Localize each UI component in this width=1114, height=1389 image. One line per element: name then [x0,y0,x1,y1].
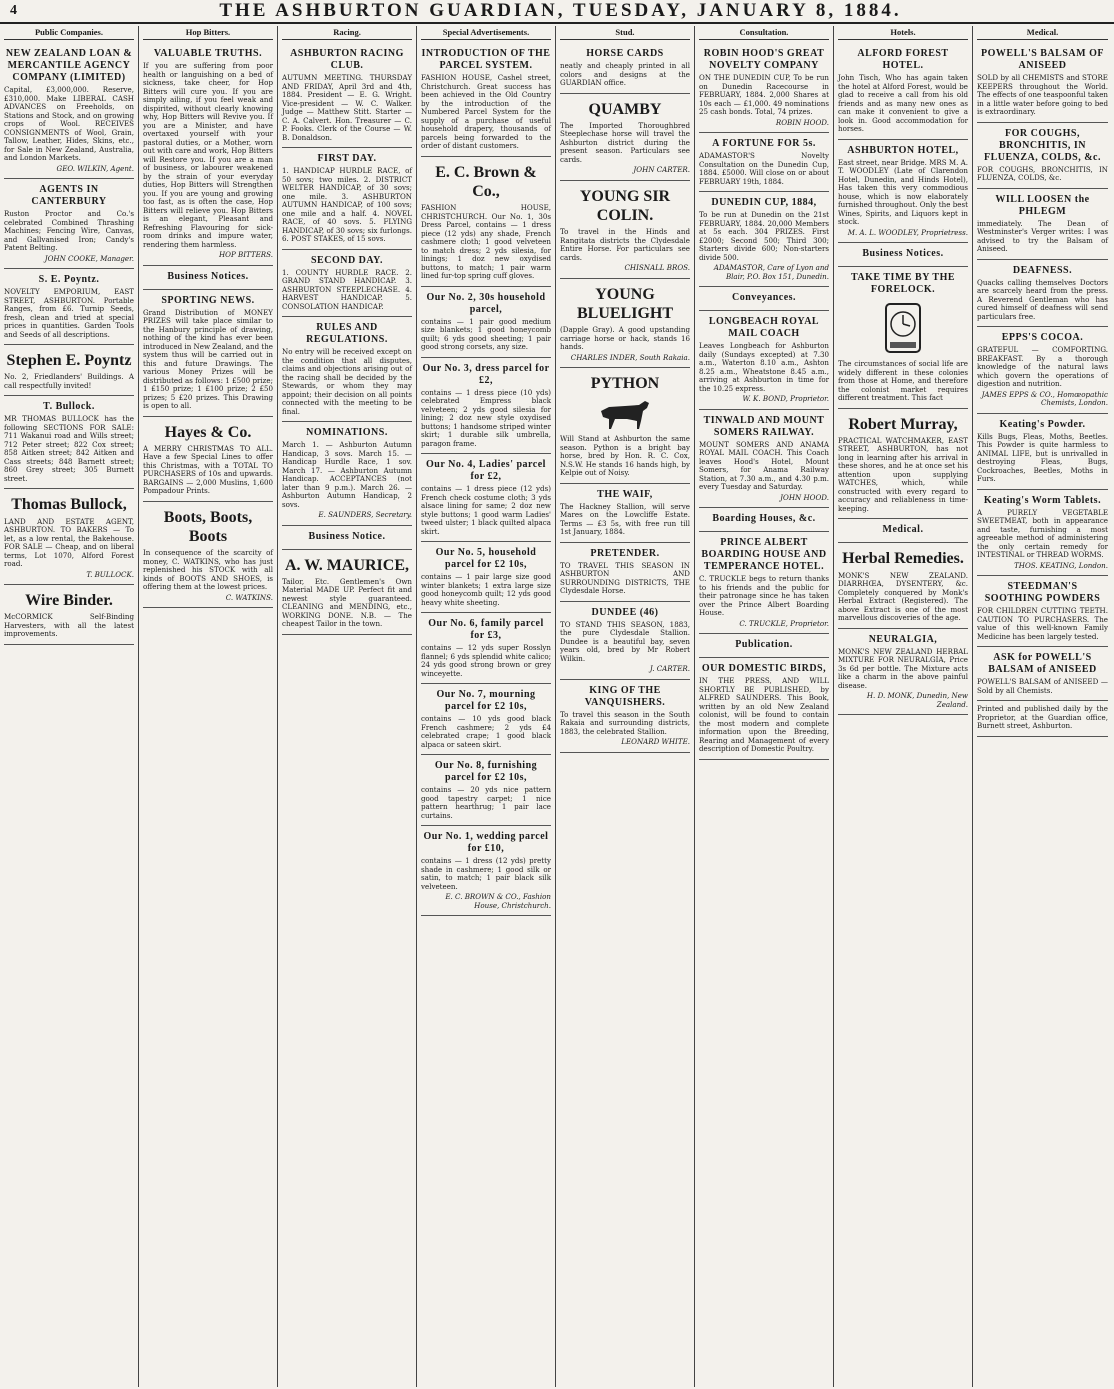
advertisement-title: HORSE CARDS [586,48,664,60]
advertisement [977,43,1108,123]
advertisement [143,502,273,608]
advertisement [4,396,134,489]
advertisement-title: Conveyances. [731,292,797,304]
column-2 [139,26,278,1387]
advertisement-title: Wire Binder. [25,592,113,610]
advertisement-body: TO STAND THIS SEASON, 1883, the pure Clydesdale Stallion. Dundee is a beautiful bay, seven years old, bred by Mr Robert Wilkin. [560,619,690,663]
advertisement-signature: CHISNALL BROS. [624,263,690,273]
advertisement-body: PRACTICAL WATCHMAKER, EAST STREET, ASHBURTON, has not long in learning after his arrival in these shores, and he at once set his attention upon supplying WATCHES, which, while constructed with every regard to accuracy and reliableness in time-keeping. [838,435,968,513]
advertisement [421,358,551,455]
advertisement-body: contains — 12 yds super Rosslyn flannel; 6 yds splendid white calico; 24 yds good strong brown or grey winceyette. [421,643,551,678]
advertisement [977,414,1108,490]
advertisement-body: 1. COUNTY HURDLE RACE. 2. GRAND STAND HANDICAP. 3. ASHBURTON STEEPLECHASE. 4. HARVEST HANDICAP. 5. CONSOLATION HANDICAP. [282,267,412,311]
column-5 [556,26,695,1387]
advertisement-title: Medical. [882,524,924,536]
advertisement-body: March 1. — Ashburton Autumn Handicap, 3 sovs. March 15. — Handicap Hurdle Race, 1 sov. March 17. — Ashburton Autumn Handicap. ACCEPTANCES (not later than 9 p.m.). March 26. — Ashburton Autumn Handicap, 2 sovs. [282,440,412,509]
advertisement [838,43,968,140]
advertisement-title: STEEDMAN'S SOOTHING POWDERS [984,581,1101,605]
advertisement-body: TO TRAVEL THIS SEASON IN ASHBURTON AND SURROUNDING DISTRICTS, THE Clydesdale Horse. [560,560,690,596]
advertisement-body: Grand Distribution of MONEY PRIZES will take place similar to the Hanbury principle of drawing, nothing of the kind has ever been introduced in New Zealand, and the system thus will be carried out in this and future Drawings. The various Money Prizes will be distributed as follows: 1 £500 prize; 1 £150 prize; 1 £100 prize; 2 £50 prizes; 5 £20 prizes. This Drawing is open to all. [143,307,273,411]
advertisement-body: MONK'S NEW ZEALAND. DIARRHŒA, DYSENTERY, &c. Completely conquered by Monk's Herbal Extract (Registered). The above Extract is one of the most marvellous discoveries of the age. [838,570,968,623]
advertisement [560,43,690,94]
advertisement [421,43,551,157]
advertisement-signature: E. C. BROWN & CO., Fashion House, Christchurch. [445,892,551,910]
advertisement-signature: LEONARD WHITE. [621,737,690,747]
advertisement-title: Hayes & Co. [164,423,252,441]
advertisement-body: Quacks calling themselves Doctors are scarcely heard from the press. A Reverend Gentleman who has cured himself of deafness will send particulars free. [977,277,1108,321]
section-heading: Hotels. [838,26,968,40]
advertisement [977,260,1108,328]
advertisement-title: KING OF THE VANQUISHERS. [584,684,666,708]
advertisement [699,311,829,410]
advertisement-signature: ROBIN HOOD. [775,117,829,127]
advertisement [977,490,1108,577]
advertisement [421,454,551,542]
advertisement [977,647,1108,701]
clock-illustration-icon [880,300,926,356]
advertisement-title: EPPS'S COCOA. [1001,332,1084,344]
advertisement [560,181,690,279]
advertisement-body: McCORMICK Self-Binding Harvesters, with all the latest improvements. [4,612,134,639]
masthead [0,0,1114,24]
advertisement-title: AGENTS IN CANTERBURY [31,184,107,208]
section-heading: Medical. [977,26,1108,40]
advertisement-title: S. E. Poyntz. [38,274,100,286]
advertisement [699,192,829,287]
advertisement-title: DUNEDIN CUP, 1884, [711,197,817,209]
advertisement [699,133,829,192]
advertisement-title: SPORTING NEWS. [161,294,255,306]
advertisement-title: ASHBURTON HOTEL, [847,144,959,156]
advertisement [838,140,968,244]
advertisement [421,613,551,684]
column-7 [834,26,973,1387]
advertisement-body: SOLD by all CHEMISTS and STORE KEEPERS throughout the World. The effects of one teaspoonful taken in a little water before going to bed is extraordinary. [977,73,1108,117]
advertisement [143,266,273,290]
advertisement-body: 1. HANDICAP HURDLE RACE, of 50 sovs; two miles. 2. DISTRICT WELTER HANDICAP, of 30 sovs; one mile. 3. ASHBURTON AUTUMN HANDICAP, of 100 sovs; one mile and a half. 4. NOVEL RACE, of 40 sovs. 5. FLYING HANDICAP, of 30 sovs; six furlongs. 6. POST STAKES, of 15 sovs. [282,166,412,244]
advertisement [560,602,690,680]
advertisement-title: Stephen E. Poyntz [6,352,132,370]
advertisement-title: NEURALGIA, [868,633,938,645]
advertisement-signature: CHARLES INDER, South Rakaia. [570,352,690,362]
advertisement-signature: HOP BITTERS. [218,250,273,260]
advertisement-title: Our No. 7, mourning parcel for £2 10s, [436,689,536,713]
advertisement-body: Capital, £3,000,000. Reserve, £310,000. Make LIBERAL CASH ADVANCES on Freeholds, on Stations and Stock, and on growing crops of Wool. RECEIVES CONSIGNMENTS of Wool, Grain, Tallow, Leather, Hides, Skins, etc., for Sale in New Zealand, Australia, and London Markets. [4,85,134,163]
advertisement [282,43,412,148]
advertisement [421,542,551,613]
advertisement-title: QUAMBY [588,100,662,118]
advertisement-signature: H. D. MONK, Dunedin, New Zealand. [866,691,968,709]
advertisement [4,43,134,179]
advertisement-body: Kills Bugs, Fleas, Moths, Beetles. This Powder is quite harmless to ANIMAL LIFE, but is unrivalled in destroying Fleas, Bugs, Cockroaches, Beetles, Moths in Furs. [977,431,1108,484]
advertisement-body: contains — 1 dress (12 yds) pretty shade in cashmere; 1 good silk or satin, to match; 1 pair black silk velveteen. [421,856,551,891]
advertisement-body: Printed and published daily by the Proprietor, at the Guardian office, Burnett street, Ashburton. [977,704,1108,731]
advertisement [421,684,551,755]
advertisement [560,279,690,368]
advertisement-body: contains — 1 dress piece (10 yds) celebrated Empress black velveteen; 2 yds good silesia for lining; 2 doz new style oxydised buttons; 1 handsome striped winter skirt; 1 durable silk umbrella, paragon frame. [421,387,551,448]
advertisement [4,179,134,269]
advertisement-title: Our No. 5, household parcel for £2 10s, [435,547,537,571]
section-heading: Public Companies. [4,26,134,40]
advertisement-title: ROBIN HOOD'S GREAT NOVELTY COMPANY [703,48,825,72]
advertisement [143,417,273,502]
advertisement-title: Robert Murray, [848,415,958,433]
advertisement-title: Business Notice. [308,530,386,542]
advertisement-title: VALUABLE TRUTHS. [153,48,263,60]
advertisement [282,526,412,550]
advertisement-body: FASHION HOUSE, Cashel street, Christchurch. Great success has been achieved in the Old Country by the introduction of the Numbered Parcel System for the supply of a purchase of useful household drapery, thousands of parcels being forwarded to the order of distant customers. [421,73,551,151]
advertisement-body: Tailor, Etc. Gentlemen's Own Material MADE UP. Perfect fit and newest style guaranteed. CLEANING and MENDING, etc., WORKING DONE. N.B. — The cheapest Tailor in the town. [282,576,412,629]
advertisement-title: DUNDEE (46) [591,606,659,618]
advertisement-title: Our No. 1, wedding parcel for £10, [423,831,549,855]
advertisement-title: E. C. Brown & Co., [435,163,537,200]
advertisement-title: ASK for POWELL'S BALSAM of ANISEED [988,652,1097,676]
advertisement [282,148,412,250]
advertisement [699,532,829,634]
advertisement-title: PRINCE ALBERT BOARDING HOUSE AND TEMPERANCE HOTEL. [701,537,827,573]
advertisement-body: A PURELY VEGETABLE SWEETMEAT, both in appearance and taste, furnishing a most agreeable method of administering the only certain remedy for INTESTINAL or THREAD WORMS. [977,507,1108,560]
advertisement-title: Our No. 3, dress parcel for £2, [422,362,550,386]
advertisement-body: FOR CHILDREN CUTTING TEETH. CAUTION TO PURCHASERS. The value of this well-known Family Medicine has been largely tested. [977,606,1108,641]
advertisement-body: If you are suffering from poor health or languishing on a bed of sickness, take cheer, for Hop Bitters will cure you. If you are simply ailing, if you feel weak and dispirited, without clearly knowing why, Hop Bitters will Revive you. If you are a Minister, and have overtaxed yourself with your pastoral duties, or a Mother, worn out with care and work, Hop Bitters will Restore you. If you are a man of business, or labourer weakened by the strain of your everyday duties, Hop Bitters will Strengthen you. If you are young and growing too fast, as is often the case, Hop Bitters will relieve you. Hop Bitters is an elegant, Pleasant and Refreshing Flavouring for sick-room drinks and impure water, rendering them harmless. [143,61,273,249]
advertisement-body: contains — 20 yds nice pattern good tapestry carpet; 1 nice pattern hearthrug; 1 pair lace curtains. [421,785,551,820]
advertisement-signature: JOHN CARTER. [633,165,690,175]
advertisement-signature: E. SAUNDERS, Secretary. [318,510,412,520]
advertisement-body: immediately. The Dean of Westminster's Verger writes: I was advised to try the Balsam of Aniseed. [977,218,1108,254]
advertisement [699,508,829,532]
advertisement-body: LAND AND ESTATE AGENT, ASHBURTON. TO BAKERS — To let, as a low rental, the Bakehouse. FOR SALE — Cheap, and on liberal terms, Lot 1070, Alford Forest road. [4,516,134,569]
advertisement-body: To travel in the Hinds and Rangitata districts the Clydesdale Entire Horse. For particulars see cards. [560,227,690,262]
advertisement [977,123,1108,189]
advertisement [838,629,968,716]
advertisement [421,826,551,916]
advertisement-title: A FORTUNE FOR 5s. [712,138,816,150]
advertisement-title: Our No. 8, furnishing parcel for £2 10s, [434,760,538,784]
advertisement [977,327,1108,414]
advertisement-body: IN THE PRESS, AND WILL SHORTLY BE PUBLISHED, by ALFRED SAUNDERS. This Book, written by an old New Zealand colonist, will be found to contain the most modern and complete information upon the Breeding, Rearing and Management of every description of Domestic Poultry. [699,676,829,754]
advertisement [838,243,968,267]
advertisement-title: T. Bullock. [43,401,95,413]
advertisement [560,543,690,602]
advertisement-title: DEAFNESS. [1012,264,1073,276]
advertisement [838,543,968,628]
section-heading: Hop Bitters. [143,26,273,40]
advertisement [4,345,134,396]
advertisement [4,489,134,585]
advertisement [838,409,968,520]
column-6 [695,26,834,1387]
advertisement [282,550,412,635]
advertisement-body: C. TRUCKLE begs to return thanks to his friends and the public for their patronage since he has taken over the Prince Albert Boarding House. [699,574,829,618]
advertisement-body: neatly and cheaply printed in all colors and designs at the GUARDIAN office. [560,61,690,88]
advertisement-body: GRATEFUL — COMFORTING. BREAKFAST. By a thorough knowledge of the natural laws which govern the operations of digestion and nutrition. [977,345,1108,389]
advertisement-title: Our No. 2, 30s household parcel, [426,291,546,315]
advertisement-title: RULES AND REGULATIONS. [306,322,388,346]
horse-illustration-icon [595,397,655,431]
advertisement-title: OUR DOMESTIC BIRDS, [701,663,827,675]
advertisement [977,701,1108,737]
advertisement-body: East street, near Bridge. MRS M. A. T. WOODLEY (Late of Clarendon Hotel, Dunedin, and Hinds Hotel), Has taken this very commodious house, which is now elaborately furnished throughout. Only the best Wines, Spirits, and Liquors kept in stock. [838,157,968,227]
advertisement [699,658,829,760]
advertisement-body: contains — 1 pair good medium size blankets; 1 good honeycomb quilt; 6 yds good sheeting; 1 pair good strong corsets, any size. [421,316,551,352]
advertisement-title: Keating's Powder. [999,418,1086,430]
advertisement-body: To travel this season in the South Rakaia and surrounding districts, 1883, the celebrated Stallion. [560,709,690,736]
advertisement [282,317,412,422]
section-heading: Stud. [560,26,690,40]
advertisement [560,94,690,181]
advertisement [699,287,829,311]
advertisement-title: FOR COUGHS, BRONCHITIS, IN FLUENZA, COLDS, &c. [983,127,1101,163]
advertisement-title: Boots, Boots, Boots [163,508,253,546]
advertisement-signature: M. A. L. WOODLEY, Proprietress. [847,227,968,237]
advertisement [282,422,412,526]
advertisement-title: NEW ZEALAND LOAN & MERCANTILE AGENCY COMPANY (LIMITED) [5,48,133,84]
advertisement-signature: THOS. KEATING, London. [1014,560,1108,570]
advertisement-signature: W. K. BOND, Proprietor. [742,394,829,404]
advertisement [4,585,134,645]
advertisement-title: POWELL'S BALSAM OF ANISEED [981,48,1104,72]
advertisement-title: Our No. 4, Ladies' parcel for £2, [426,459,546,483]
advertisement-body: NOVELTY EMPORIUM, EAST STREET, ASHBURTON. Portable Ranges, from £6. Turnip Seeds, fresh, clean and tried at special prices in quantities. Garden Tools and Seeds of all descriptions. [4,287,134,339]
advertisement [143,43,273,266]
advertisement-signature: JOHN COOKE, Manager. [44,253,134,263]
advertisement-title: NOMINATIONS. [306,427,388,439]
advertisement-signature: JOHN HOOD. [780,492,829,502]
section-heading: Consultation. [699,26,829,40]
advertisement-title: A. W. MAURICE, [284,556,409,574]
advertisement-title: Boarding Houses, &c. [712,513,816,525]
advertisement-signature: GEO. WILKIN, Agent. [56,163,134,173]
advertisement-body: FOR COUGHS, BRONCHITIS, IN FLUENZA, COLDS, &c. [977,164,1108,183]
advertisement-body: MOUNT SOMERS AND ANAMA ROYAL MAIL COACH. This Coach leaves Hood's Hotel, Mount Somers, for Anama Railway Station, at 7.30 a.m., and 4.30 p.m. every Tuesday and Saturday. [699,439,829,492]
advertisement-body: Will Stand at Ashburton the same season. Python is a bright bay horse, bred by Hon. R. C. Cox, N.S.W. He stands 16 hands high, by Kelpie out of Noisy. [560,434,690,478]
column-8 [973,26,1112,1387]
advertisement-title: WILL LOOSEN the PHLEGM [995,193,1090,217]
advertisement-body: contains — 1 pair large size good winter blankets; 1 extra large size good honeycomb quilt; 12 yds good heavy white sheeting. [421,572,551,607]
advertisement-title: INTRODUCTION OF THE PARCEL SYSTEM. [421,48,551,72]
advertisement-body: ON THE DUNEDIN CUP, To be run on Dunedin Racecourse in FEBRUARY, 1884. 2,000 Shares at 10s each — £1,000. 49 nominations 25 cash bonds. Total, 74 prizes. [699,73,829,117]
advertisement-title: ASHBURTON RACING CLUB. [290,48,404,72]
advertisement [560,368,690,484]
advertisement [143,290,273,417]
advertisement-title: PYTHON [590,375,660,393]
advertisement-title: YOUNG BLUELIGHT [576,285,674,322]
advertisement-body: The circumstances of social life are widely different in these colonies from those at Home, and therefore the colonist market requires different treatment. This fact [838,359,968,403]
advertisement-body: FASHION HOUSE, CHRISTCHURCH. Our No. 1, 30s Dress Parcel, contains — 1 dress piece (12 yds) any shade, French cashmere cloth; 1 good velveteen to match dress; 2 yds silesia, for linings; 1 doz new oxydised buttons, to match; 1 pair warm lined fur-top spring cuff gloves. [421,203,551,281]
advertisement-title: YOUNG SIR COLIN. [579,187,671,225]
advertisement-body: No. 2, Friedlanders' Buildings. A call respectfully invited! [4,372,134,390]
column-1 [0,26,139,1387]
advertisement-body: The Imported Thoroughbred Steeplechase horse will travel the Ashburton district during the present season. Particulars see cards. [560,120,690,164]
advertisement-title: Publication. [735,639,793,651]
advertisement-signature: J. CARTER. [649,664,690,674]
advertisement-title: TAKE TIME BY THE FORELOCK. [850,272,956,296]
advertisement-body: In consequence of the scarcity of money, C. WATKINS, who has just replenished his STOCK with all kinds of BOOTS AND SHOES, is offering them at the lowest prices. [143,548,273,592]
advertisement-body: The Hackney Stallion, will serve Mares on the Lowcliffe Estate. Terms — £3 5s, with free run till 1st January, 1884. [560,501,690,537]
advertisement [421,287,551,358]
advertisement-body: Leaves Longbeach for Ashburton daily (Sundays excepted) at 7.30 a.m., Waterton 8.10 a.m., Ashton 8.25 a.m., Wheatstone 8.45 a.m., arriving at Ashburton in time for the 10.25 express. [699,341,829,393]
advertisement [977,576,1108,647]
advertisement-signature: T. BULLOCK. [86,569,134,579]
advertisement-signature: JAMES EPPS & CO., Homœopathic Chemists, London. [981,389,1108,408]
advertisement [699,634,829,658]
advertisement-body: POWELL'S BALSAM of ANISEED — Sold by all Chemists. [977,677,1108,695]
advertisement-title: Our No. 6, family parcel for £3, [428,618,544,642]
advertisement-body: MONK'S NEW ZEALAND HERBAL MIXTURE FOR NEURALGIA, Price 3s 6d per bottle. The Mixture acts like a charm in the above painful disease. [838,646,968,690]
advertisement [560,484,690,543]
advertisement [560,680,690,753]
advertisement-body: MR THOMAS BULLOCK has the following SECTIONS FOR SALE: 711 Wakanui road and Wills street; 712 Peter street; 822 Cox street; 858 Aitken street; 842 Aitken and Cass streets; 848 Barnett street; 860 Grey street; 305 Burnett street. [4,414,134,483]
advertisement-title: Business Notices. [167,270,249,282]
advertisement-body: To be run at Dunedin on the 21st FEBRUARY, 1884. 20,000 Members at 5s each. 304 PRIZES. First £2000; Second 500; Third 300; Starters divide 600; Non-starters divide 500. [699,210,829,262]
newspaper-title: THE ASHBURTON GUARDIAN, TUESDAY, JANUARY 8, 1884. [219,0,902,21]
advertisement-body: No entry will be received except on the condition that all disputes, claims and objections arising out of the racing shall be decided by the Stewards, or whom they may appoint; their decision on all points connected with the meeting to be final. [282,347,412,416]
advertisement-body: AUTUMN MEETING. THURSDAY AND FRIDAY, April 3rd and 4th, 1884. President — E. G. Wright. Vice-president — W. C. Walker. Judge — Matthew Stitt. Starter — C. A. Calvert. Hon. Treasurer — C. P. Fooks. Clerk of the Course — W. B. Donaldson. [282,73,412,142]
advertisement-signature: C. WATKINS. [225,592,273,602]
column-4 [417,26,556,1387]
advertisement-body: A MERRY CHRISTMAS TO ALL. Have a few Special Lines to offer this Christmas, with a TOTAL TO PURCHASERS of 10s and upwards. BARGAINS — 2,000 Muslins, 1,600 Pompadour Prints. [143,443,273,496]
advertisement-signature: C. TRUCKLE, Proprietor. [739,618,829,628]
advertisement [421,157,551,287]
advertisement-body: contains — 1 dress piece (12 yds) French check costume cloth; 3 yds alsace lining for same; 2 doz new style buttons; 1 good warm Ladies' tweed ulster; 1 black quilted alpaca skirt. [421,484,551,536]
section-heading: Racing. [282,26,412,40]
advertisement-body: John Tisch, Who has again taken the hotel at Alford Forest, would be glad to receive a call from his old friends and as many new ones as can make it convenient to give a look in. Good accommodation for horses. [838,73,968,134]
advertisement [699,410,829,509]
advertisement [977,189,1108,260]
advertisement-body: ADAMASTOR'S Novelty Consultation on the Dunedin Cup, 1884. £5000. Will close on or about FEBRUARY 19th, 1884. [699,151,829,186]
advertisement-title: SECOND DAY. [310,254,383,266]
advertisement-body: contains — 10 yds good black French cashmere; 2 yds £4 celebrated crape; 1 good black alpaca or sateen skirt. [421,714,551,749]
advertisement-body: Ruston Proctor and Co.'s celebrated Combined Thrashing Machines; Fencing Wire, Canvas, and Gallvanised Iron; Candy's Patent Belting. [4,209,134,253]
advertisement [699,43,829,133]
column-3 [278,26,417,1387]
advertisement-title: ALFORD FOREST HOTEL. [857,48,949,72]
advertisement-title: Business Notices. [862,248,944,260]
advertisement-body: (Dapple Gray). A good upstanding carriage horse or hack, stands 16 hands. [560,325,690,352]
advertisement-title: THE WAIF, [597,488,653,500]
advertisement [838,267,968,409]
advertisement [282,250,412,318]
advertisement-title: Herbal Remedies. [842,550,964,568]
newspaper-columns [0,26,1114,1387]
advertisement-title: Keating's Worm Tablets. [983,494,1102,506]
advertisement-title: Thomas Bullock, [11,496,127,514]
advertisement-title: FIRST DAY. [317,153,377,165]
advertisement-title: TINWALD AND MOUNT SOMERS RAILWAY. [703,414,825,438]
advertisement [4,269,134,345]
advertisement [421,755,551,826]
advertisement-title: LONGBEACH ROYAL MAIL COACH [708,316,820,340]
section-heading: Special Advertisements. [421,26,551,40]
page-number: 4 [10,3,17,18]
advertisement [838,519,968,543]
advertisement-title: PRETENDER. [590,547,660,559]
advertisement-signature: ADAMASTOR, Care of Lyon and Blair, P.O. Box 151, Dunedin. [713,263,829,281]
